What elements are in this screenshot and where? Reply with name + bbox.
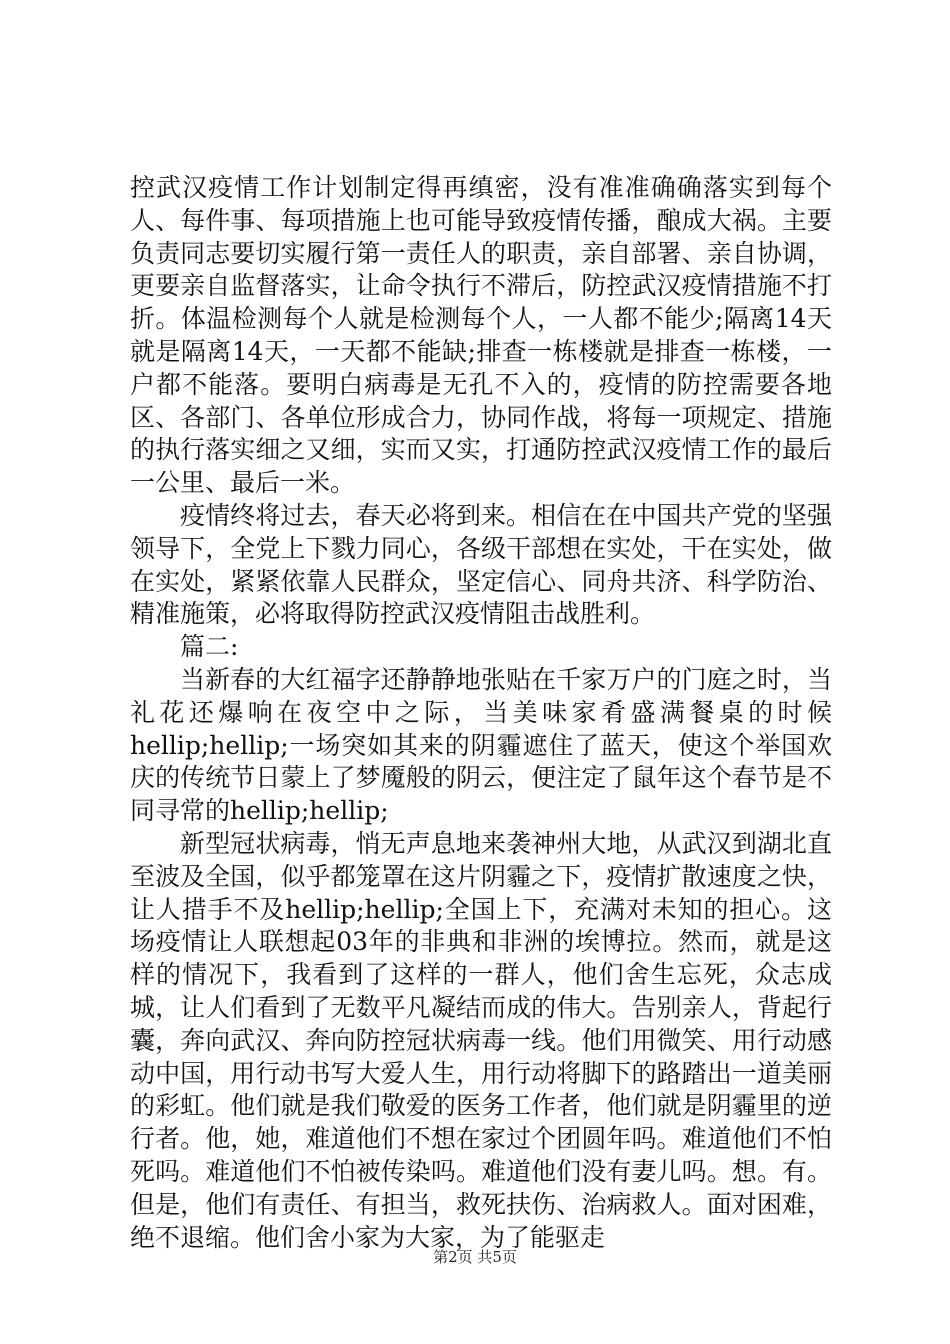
page-footer: 第2页 共5页 xyxy=(433,1248,517,1266)
paragraph: 疫情终将过去，春天必将到来。相信在在中国共产党的坚强领导下，全党上下戮力同心，各级干部想在实处，干在实处，做在实处，紧紧依靠人民群众，坚定信心、同舟共济、科学防治、精准施策，必将取得防控武汉疫情阻击战胜利。 xyxy=(130,500,832,629)
paragraph: 新型冠状病毒，悄无声息地来袭神州大地，从武汉到湖北直至波及全国，似乎都笼罩在这片阴霾之下，疫情扩散速度之快，让人措手不及hellip;hellip;全国上下，充满对未知的担心。这场疫情让人联想起03年的非典和非洲的埃博拉。然而，就是这样的情况下，我看到了这样的一群人，他们舍生忘死，众志成城，让人们看到了无数平凡凝结而成的伟大。告别亲人，背起行囊，奔向武汉、奔向防控冠状病毒一线。他们用微笑、用行动感动中国，用行动书写大爱人生，用行动将脚下的路踏出一道美丽的彩虹。他们就是我们敬爱的医务工作者，他们就是阴霾里的逆行者。他，她，难道他们不想在家过个团圆年吗。难道他们不怕死吗。难道他们不怕被传染吗。难道他们没有妻儿吗。想。有。但是，他们有责任、有担当，救死扶伤、治病救人。面对困难，绝不退缩。他们舍小家为大家，为了能驱走 xyxy=(130,828,832,1252)
paragraph: 当新春的大红福字还静静地张贴在千家万户的门庭之时，当礼花还爆响在夜空中之际，当美味家肴盛满餐桌的时候hellip;hellip;一场突如其来的阴霾遮住了蓝天，使这个举国欢庆的传统节日蒙上了梦魇般的阴云，便注定了鼠年这个春节是不同寻常的hellip;hellip; xyxy=(130,664,832,826)
section-heading: 篇二: xyxy=(180,632,239,662)
paragraph-continued: 控武汉疫情工作计划制定得再缜密，没有准准确确落实到每个人、每件事、每项措施上也可能导致疫情传播，酿成大祸。主要负责同志要切实履行第一责任人的职责，亲自部署、亲自协调，更要亲自监督落实，让命令执行不滞后，防控武汉疫情措施不打折。体温检测每个人就是检测每个人，一人都不能少;隔离14天就是隔离14天，一天都不能缺;排查一栋楼就是排查一栋楼，一户都不能落。要明白病毒是无孔不入的，疫情的防控需要各地区、各部门、各单位形成合力，协同作战，将每一项规定、措施的执行落实细之又细，实而又实，打通防控武汉疫情工作的最后一公里、最后一米。 xyxy=(130,173,832,498)
document-body xyxy=(130,172,832,1254)
